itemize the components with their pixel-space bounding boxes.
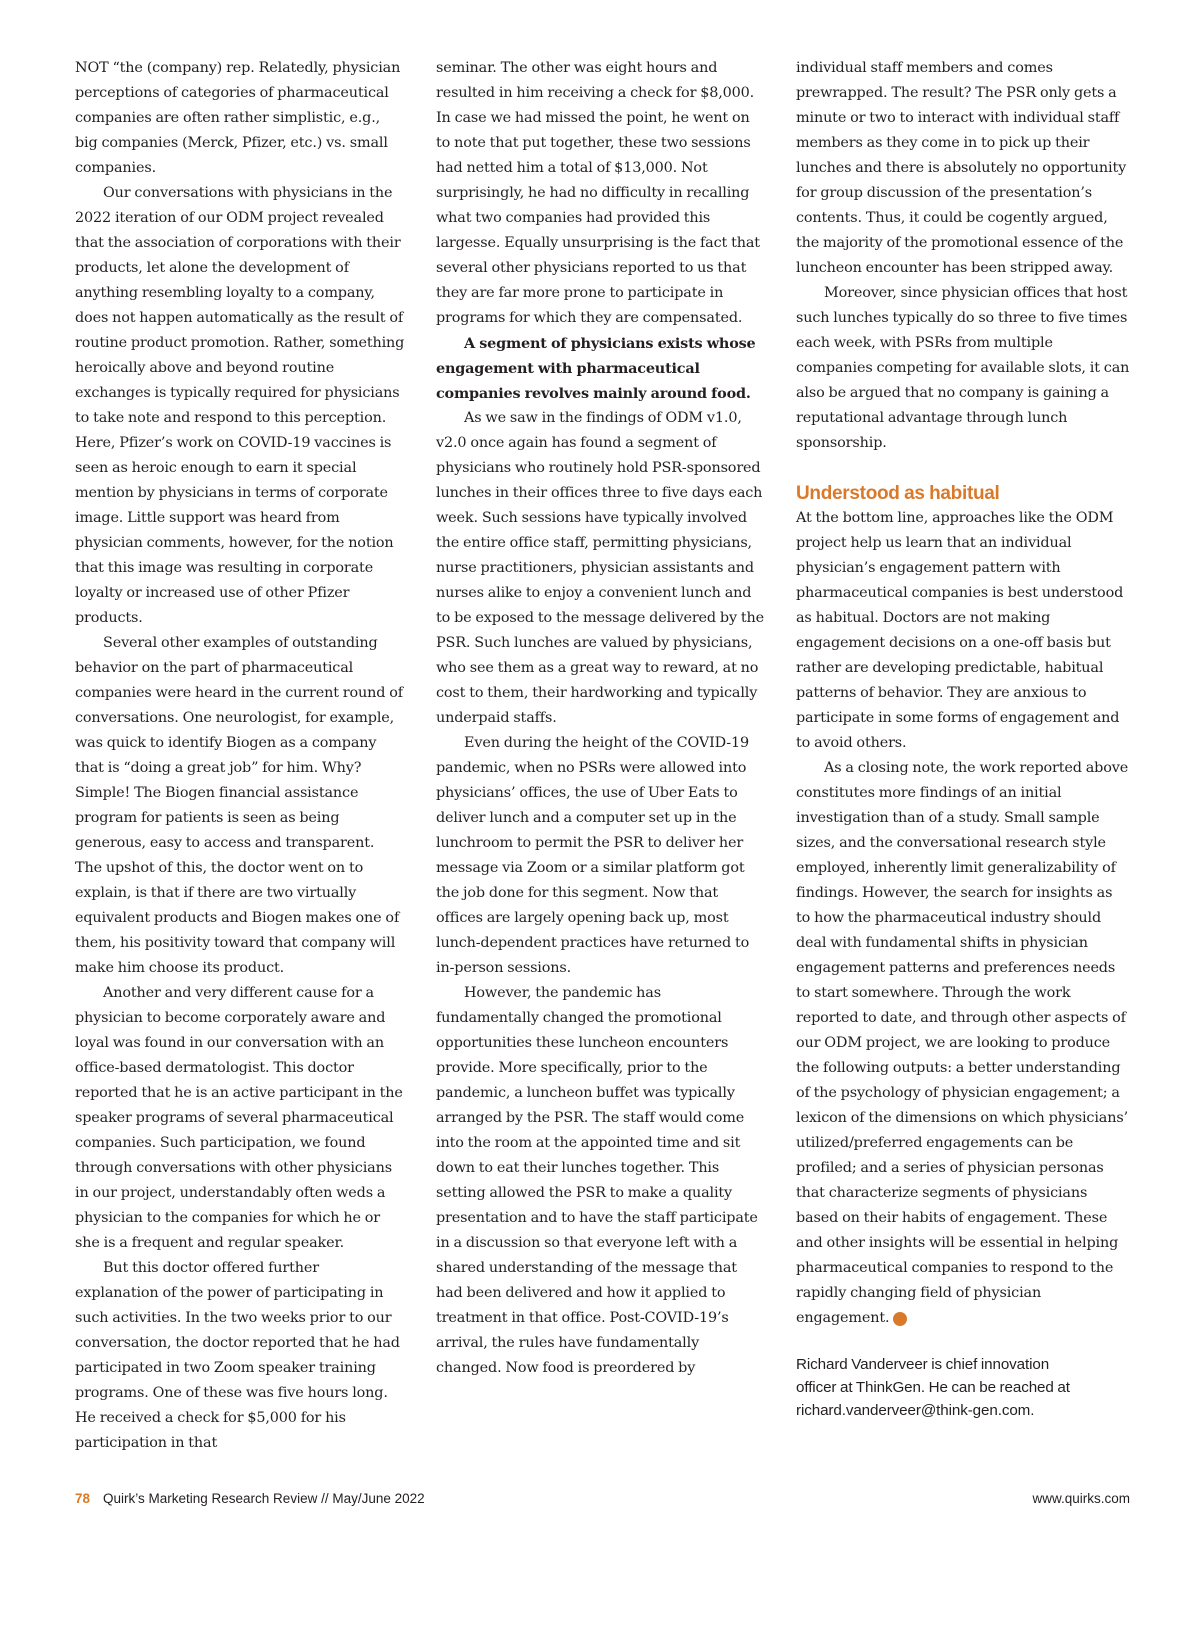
author-bio — [796, 1353, 1130, 1422]
paragraph: Moreover, since physician offices that host such lunches typically do so three to five times each week, with PSRs from multiple companies competing for available slots, it can also be argued that no company is gaining a reputational advantage through lunch sponsorship. — [796, 285, 1130, 451]
paragraph: seminar. The other was eight hours and resulted in him receiving a check for $8,000. In case we had missed the point, he went on to note that put together, these two sessions had netted him a total of $13,000. Not surprisingly, he had no difficulty in recalling what two companies had provided this largesse. Equally unsurprising is the fact that several other physicians reported to us that they are far more prone to participate in programs for which they are compensated. — [436, 60, 760, 326]
pull-quote: A segment of physicians exists whose engagement with pharmaceutical companies revolves mainly around food. — [436, 335, 756, 402]
website-link[interactable]: www.quirks.com — [1032, 1491, 1130, 1506]
end-of-article-icon: Q — [893, 1312, 907, 1326]
paragraph: individual staff members and comes prewrapped. The result? The PSR only gets a minute or two to interact with individual staff members as they come in to pick up their lunches and there is absolutely no opportunity for group discussion of the presentation’s contents. Thus, it could be cogently argued, the majority of the promotional essence of the luncheon encounter has been stripped away. — [796, 60, 1127, 276]
paragraph: However, the pandemic has fundamentally changed the promotional opportunities these luncheon encounters provide. More specifically, prior to the pandemic, a luncheon buffet was typically arranged by the PSR. The staff would come into the room at the appointed time and sit down to eat their lunches together. This setting allowed the PSR to make a quality presentation and to have the staff participate in a discussion so that everyone left with a shared understanding of the message that had been delivered and how it applied to treatment in that office. Post-COVID-19’s arrival, the rules have fundamentally changed. Now food is preordered by — [436, 985, 758, 1376]
page-number: 78 — [75, 1491, 91, 1506]
column-2 — [436, 56, 766, 1381]
paragraph: NOT “the (company) rep. Relatedly, physician perceptions of categories of pharmaceutical companies are often rather simplistic, e.g., big companies (Merck, Pfizer, etc.) vs. small companies. — [75, 60, 401, 176]
paragraph: As we saw in the findings of ODM v1.0, v2.0 once again has found a segment of physicians who routinely hold PSR-sponsored lunches in their offices three to five days each week. Such sessions have typically involved the entire office staff, permitting physicians, nurse practitioners, physician assistants and nurses alike to enjoy a convenient lunch and to be exposed to the message delivered by the PSR. Such lunches are valued by physicians, who see them as a great way to reward, at no cost to them, their hardworking and typically underpaid staffs. — [436, 410, 764, 726]
paragraph-text: As a closing note, the work reported above constitutes more findings of an initial investigation than of a study. Small sample sizes, and the conversational research style employed, inherently limit generalizability of findings. However, the search for insights as to how the pharmaceutical industry should deal with fundamental shifts in physician engagement patterns and preferences needs to start somewhere. Through the work reported to date, and through other aspects of our ODM project, we are looking to produce the following outputs: a better understanding of the psychology of physician engagement; a lexicon of the dimensions on which physicians’ utilized/preferred engagements can be profiled; and a series of physician personas that characterize segments of physicians based on their habits of engagement. These and other insights will be essential in helping pharmaceutical companies to respond to the rapidly changing field of physician engagement. — [796, 760, 1129, 1326]
section-heading: Understood as habitual — [796, 483, 1000, 504]
bio-line: Richard Vanderveer is chief innovation — [796, 1356, 1050, 1373]
bio-line: richard.vanderveer@think-gen.com. — [796, 1402, 1035, 1419]
bio-line: officer at ThinkGen. He can be reached at — [796, 1379, 1070, 1396]
column-3 — [796, 56, 1130, 1422]
paragraph — [796, 756, 1130, 1331]
page-footer — [75, 1487, 1130, 1511]
paragraph: Another and very different cause for a physician to become corporately aware and loyal was found in our conversation with an office-based dermatologist. This doctor reported that he is an active participant in the speaker programs of several pharmaceutical companies. Such participation, we found through conversations with other physicians in our project, understandably often weds a physician to the companies for which he or she is a frequent and regular speaker. — [75, 985, 403, 1251]
paragraph: At the bottom line, approaches like the ODM project help us learn that an individual physician’s engagement pattern with pharmaceutical companies is best understood as habitual. Doctors are not making engagement decisions on a one-off basis but rather are developing predictable, habitual patterns of behavior. They are anxious to participate in some forms of engagement and to avoid others. — [796, 510, 1124, 751]
paragraph: Several other examples of outstanding behavior on the part of pharmaceutical companies were heard in the current round of conversations. One neurologist, for example, was quick to identify Biogen as a company that is “doing a great job” for him. Why? Simple! The Biogen financial assistance program for patients is seen as being generous, easy to access and transparent. The upshot of this, the doctor went on to explain, is that if there are two virtually equivalent products and Biogen makes one of them, his positivity toward that company will make him choose its product. — [75, 635, 403, 976]
column-1 — [75, 56, 405, 1456]
paragraph: But this doctor offered further explanation of the power of participating in such activities. In the two weeks prior to our conversation, the doctor reported that he had participated in two Zoom speaker training programs. One of these was five hours long. He received a check for $5,000 for his participation in that — [75, 1260, 400, 1451]
paragraph: Our conversations with physicians in the 2022 iteration of our ODM project revealed that the association of corporations with their products, let alone the development of anything resembling loyalty to a company, does not happen automatically as the result of routine product promotion. Rather, something heroically above and beyond routine exchanges is typically required for physicians to take note and respond to this perception. Here, Pfizer’s work on COVID-19 vaccines is seen as heroic enough to earn it special mention by physicians in terms of corporate image. Little support was heard from physician comments, however, for the notion that this image was resulting in corporate loyalty or increased use of other Pfizer products. — [75, 185, 405, 626]
paragraph: Even during the height of the COVID-19 pandemic, when no PSRs were allowed into physicians’ offices, the use of Uber Eats to deliver lunch and a computer set up in the lunchroom to permit the PSR to deliver her message via Zoom or a similar platform got the job done for this segment. Now that offices are largely opening back up, most lunch-dependent practices have returned to in-person sessions. — [436, 735, 750, 976]
publication-name: Quirk’s Marketing Research Review // May/June 2022 — [103, 1491, 425, 1506]
